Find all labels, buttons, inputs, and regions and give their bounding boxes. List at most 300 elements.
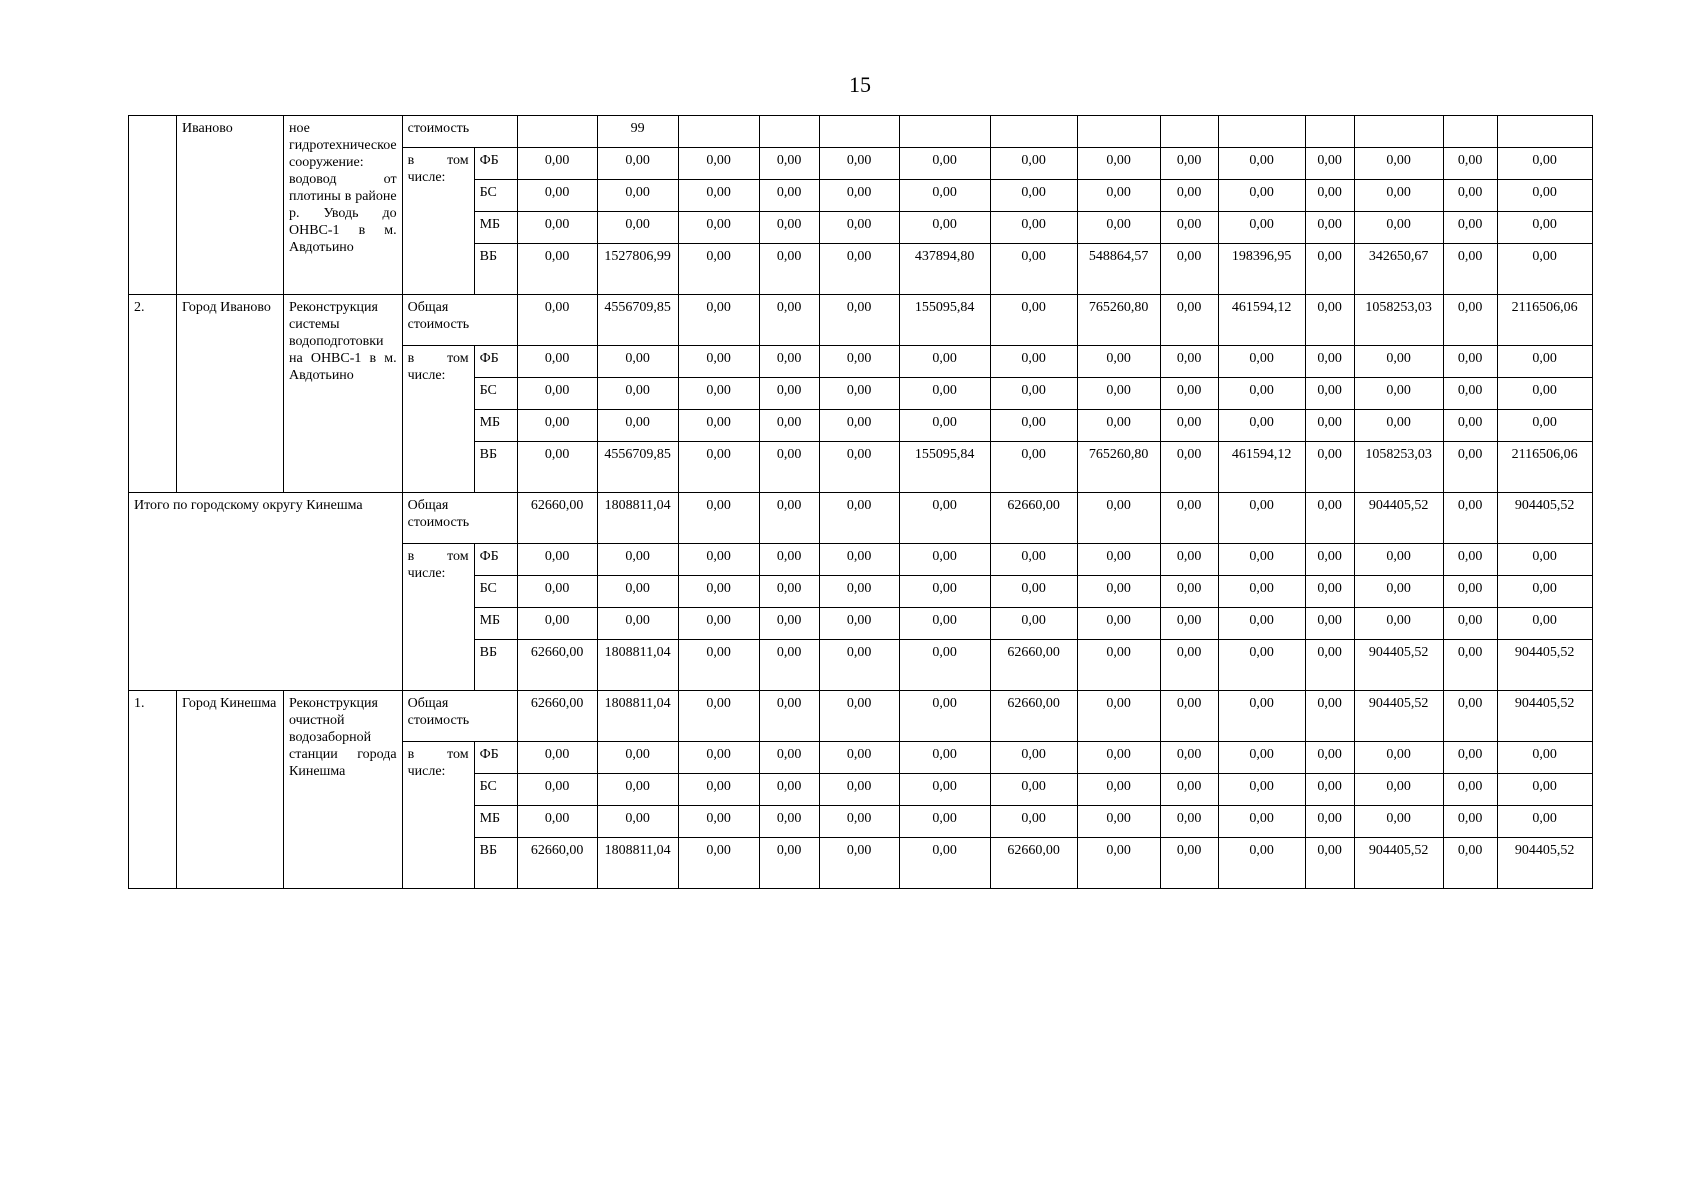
value-cell (1077, 116, 1160, 148)
value-cell: 62660,00 (517, 640, 597, 691)
value-cell: 0,00 (1160, 378, 1218, 410)
value-cell: 0,00 (899, 410, 990, 442)
in-that-number-text: в том числе: (407, 549, 469, 581)
mb-label: МБ (474, 608, 517, 640)
value-cell: 0,00 (1497, 806, 1592, 838)
value-cell: 0,00 (819, 148, 899, 180)
value-cell: 904405,52 (1354, 838, 1443, 889)
value-cell: 0,00 (1443, 493, 1497, 544)
in-that-number-label (402, 742, 474, 889)
value-cell: 0,00 (759, 806, 819, 838)
value-cell: 0,00 (678, 346, 759, 378)
value-cell: 0,00 (678, 576, 759, 608)
value-cell: 0,00 (678, 806, 759, 838)
item-index: 2. (129, 295, 177, 493)
value-cell: 0,00 (678, 295, 759, 346)
table-row (129, 295, 1593, 346)
value-cell: 0,00 (1160, 608, 1218, 640)
value-cell: 0,00 (1354, 576, 1443, 608)
value-cell (678, 116, 759, 148)
value-cell: 0,00 (1497, 576, 1592, 608)
value-cell: 0,00 (678, 608, 759, 640)
value-cell: 0,00 (1077, 608, 1160, 640)
value-cell: 0,00 (1443, 346, 1497, 378)
value-cell: 0,00 (1305, 212, 1354, 244)
value-cell: 0,00 (819, 212, 899, 244)
value-cell: 0,00 (899, 180, 990, 212)
value-cell: 0,00 (899, 148, 990, 180)
value-cell: 0,00 (1160, 774, 1218, 806)
value-cell: 0,00 (517, 180, 597, 212)
value-cell: 904405,52 (1497, 640, 1592, 691)
value-cell: 0,00 (819, 691, 899, 742)
value-cell: 0,00 (1160, 493, 1218, 544)
vb-label: ВБ (474, 838, 517, 889)
value-cell: 0,00 (1305, 774, 1354, 806)
value-cell (1160, 116, 1218, 148)
value-cell: 0,00 (1218, 742, 1305, 774)
value-cell: 0,00 (1305, 806, 1354, 838)
value-cell: 0,00 (759, 180, 819, 212)
value-cell: 0,00 (759, 212, 819, 244)
value-cell: 0,00 (759, 442, 819, 493)
value-cell: 0,00 (990, 148, 1077, 180)
value-cell: 0,00 (597, 544, 678, 576)
value-cell: 0,00 (1305, 442, 1354, 493)
value-cell: 0,00 (1443, 608, 1497, 640)
value-cell: 0,00 (517, 346, 597, 378)
value-cell: 0,00 (1305, 544, 1354, 576)
value-cell: 0,00 (597, 180, 678, 212)
value-cell: 0,00 (990, 742, 1077, 774)
value-cell: 0,00 (990, 576, 1077, 608)
value-cell: 0,00 (819, 544, 899, 576)
value-cell: 0,00 (1443, 544, 1497, 576)
value-cell: 0,00 (759, 346, 819, 378)
value-cell: 0,00 (1443, 806, 1497, 838)
value-cell: 0,00 (1160, 544, 1218, 576)
value-cell: 904405,52 (1497, 493, 1592, 544)
value-cell: 0,00 (899, 346, 990, 378)
value-cell: 0,00 (517, 742, 597, 774)
value-cell: 4556709,85 (597, 442, 678, 493)
value-cell: 0,00 (759, 774, 819, 806)
value-cell: 0,00 (678, 742, 759, 774)
object-name: Реконструкция системы водоподготовки на ОНВС-1 в м. Авдотьино (284, 295, 403, 493)
value-cell: 1808811,04 (597, 838, 678, 889)
value-cell: 0,00 (819, 774, 899, 806)
value-cell: 0,00 (990, 378, 1077, 410)
value-cell: 0,00 (819, 410, 899, 442)
value-cell: 342650,67 (1354, 244, 1443, 295)
value-cell: 0,00 (1354, 774, 1443, 806)
value-cell: 0,00 (1160, 838, 1218, 889)
object-name: ное гидротехническое сооружение: водовод от плотины в районе р. Уводь до ОНВС-1 в м. Авдотьино (284, 116, 403, 295)
value-cell: 0,00 (1305, 838, 1354, 889)
page-number: 15 (849, 72, 871, 97)
value-cell: 62660,00 (990, 493, 1077, 544)
value-cell: 0,00 (1077, 544, 1160, 576)
value-cell: 0,00 (517, 212, 597, 244)
value-cell: 0,00 (990, 544, 1077, 576)
value-cell: 0,00 (597, 576, 678, 608)
value-cell: 0,00 (1443, 244, 1497, 295)
value-cell: 0,00 (517, 378, 597, 410)
object-name: Реконструкция очистной водозаборной станции города Кинешма (284, 691, 403, 889)
vb-label: ВБ (474, 640, 517, 691)
value-cell: 0,00 (1443, 774, 1497, 806)
value-cell: 0,00 (1354, 608, 1443, 640)
total-cost-label: стоимость (402, 116, 517, 148)
value-cell: 0,00 (819, 640, 899, 691)
value-cell: 0,00 (517, 442, 597, 493)
value-cell: 0,00 (1218, 576, 1305, 608)
value-cell: 0,00 (678, 148, 759, 180)
fb-label: ФБ (474, 742, 517, 774)
value-cell: 904405,52 (1497, 838, 1592, 889)
table-row (129, 116, 1593, 148)
value-cell: 0,00 (1077, 576, 1160, 608)
value-cell: 1058253,03 (1354, 442, 1443, 493)
value-cell: 0,00 (1218, 806, 1305, 838)
value-cell: 155095,84 (899, 295, 990, 346)
value-cell: 0,00 (899, 576, 990, 608)
value-cell: 1527806,99 (597, 244, 678, 295)
value-cell: 0,00 (597, 774, 678, 806)
value-cell: 0,00 (678, 180, 759, 212)
mb-label: МБ (474, 212, 517, 244)
value-cell (990, 116, 1077, 148)
value-cell: 0,00 (1077, 742, 1160, 774)
value-cell: 0,00 (1497, 180, 1592, 212)
value-cell (759, 116, 819, 148)
value-cell: 0,00 (819, 244, 899, 295)
value-cell: 0,00 (1160, 442, 1218, 493)
value-cell: 0,00 (1077, 346, 1160, 378)
value-cell: 0,00 (597, 346, 678, 378)
value-cell: 1808811,04 (597, 640, 678, 691)
value-cell: 904405,52 (1497, 691, 1592, 742)
value-cell: 0,00 (819, 346, 899, 378)
total-cost-label: Общая стоимость (402, 493, 517, 544)
value-cell: 0,00 (1305, 180, 1354, 212)
value-cell: 0,00 (899, 378, 990, 410)
value-cell: 0,00 (759, 608, 819, 640)
value-cell: 548864,57 (1077, 244, 1160, 295)
value-cell: 0,00 (517, 806, 597, 838)
value-cell: 765260,80 (1077, 442, 1160, 493)
total-cost-label: Общая стоимость (402, 295, 517, 346)
value-cell: 0,00 (899, 806, 990, 838)
value-cell: 0,00 (1305, 742, 1354, 774)
value-cell: 0,00 (597, 742, 678, 774)
summary-title: Итого по городскому округу Кинешма (129, 493, 403, 691)
value-cell: 461594,12 (1218, 295, 1305, 346)
value-cell: 0,00 (990, 442, 1077, 493)
value-cell: 0,00 (819, 576, 899, 608)
value-cell: 0,00 (899, 493, 990, 544)
value-cell: 0,00 (1218, 608, 1305, 640)
bs-label: БС (474, 576, 517, 608)
value-cell: 0,00 (597, 212, 678, 244)
value-cell: 0,00 (759, 742, 819, 774)
value-cell: 0,00 (990, 806, 1077, 838)
value-cell: 0,00 (1218, 691, 1305, 742)
value-cell: 0,00 (1354, 742, 1443, 774)
value-cell: 0,00 (1077, 838, 1160, 889)
value-cell: 0,00 (1443, 838, 1497, 889)
value-cell: 0,00 (1497, 410, 1592, 442)
value-cell: 0,00 (759, 838, 819, 889)
value-cell: 0,00 (1218, 148, 1305, 180)
value-cell: 0,00 (1443, 442, 1497, 493)
fb-label: ФБ (474, 544, 517, 576)
value-cell: 0,00 (899, 838, 990, 889)
value-cell: 0,00 (597, 410, 678, 442)
value-cell: 0,00 (517, 608, 597, 640)
value-cell: 0,00 (1443, 742, 1497, 774)
value-cell: 0,00 (1077, 640, 1160, 691)
municipality-name: Город Иваново (177, 295, 284, 493)
value-cell: 0,00 (1443, 295, 1497, 346)
value-cell (1443, 116, 1497, 148)
value-cell: 0,00 (517, 295, 597, 346)
value-cell: 4556709,85 (597, 295, 678, 346)
value-cell: 62660,00 (517, 691, 597, 742)
bs-label: БС (474, 774, 517, 806)
value-cell: 0,00 (1354, 806, 1443, 838)
value-cell: 2116506,06 (1497, 442, 1592, 493)
value-cell (1305, 116, 1354, 148)
value-cell: 0,00 (899, 640, 990, 691)
in-that-number-text: в том числе: (407, 747, 469, 779)
value-cell: 62660,00 (990, 640, 1077, 691)
value-cell: 0,00 (1077, 806, 1160, 838)
value-cell: 0,00 (1218, 774, 1305, 806)
value-cell: 0,00 (678, 244, 759, 295)
value-cell: 0,00 (759, 640, 819, 691)
value-cell (1497, 116, 1592, 148)
value-cell: 0,00 (1160, 180, 1218, 212)
fb-label: ФБ (474, 148, 517, 180)
value-cell: 0,00 (517, 148, 597, 180)
item-index (129, 116, 177, 295)
value-cell: 0,00 (899, 544, 990, 576)
vb-label: ВБ (474, 442, 517, 493)
table-row (129, 691, 1593, 742)
value-cell: 0,00 (678, 838, 759, 889)
value-cell (1218, 116, 1305, 148)
value-cell: 0,00 (517, 410, 597, 442)
value-cell: 0,00 (1305, 691, 1354, 742)
value-cell: 904405,52 (1354, 640, 1443, 691)
value-cell: 0,00 (1354, 346, 1443, 378)
value-cell: 0,00 (990, 774, 1077, 806)
value-cell: 0,00 (759, 410, 819, 442)
value-cell: 0,00 (1354, 212, 1443, 244)
value-cell: 0,00 (1160, 295, 1218, 346)
value-cell: 0,00 (1160, 691, 1218, 742)
value-cell: 62660,00 (990, 691, 1077, 742)
value-cell: 0,00 (1497, 742, 1592, 774)
value-cell: 0,00 (990, 295, 1077, 346)
value-cell (517, 116, 597, 148)
value-cell: 0,00 (1218, 378, 1305, 410)
in-that-number-text: в том числе: (407, 351, 469, 383)
value-cell: 0,00 (990, 346, 1077, 378)
value-cell: 0,00 (1077, 212, 1160, 244)
value-cell: 0,00 (899, 774, 990, 806)
value-cell: 0,00 (678, 212, 759, 244)
value-cell: 0,00 (899, 742, 990, 774)
value-cell: 0,00 (1354, 544, 1443, 576)
value-cell: 1808811,04 (597, 691, 678, 742)
value-cell: 0,00 (819, 378, 899, 410)
value-cell: 0,00 (1497, 212, 1592, 244)
value-cell: 0,00 (1305, 608, 1354, 640)
value-cell (899, 116, 990, 148)
value-cell: 0,00 (1354, 410, 1443, 442)
value-cell: 904405,52 (1354, 691, 1443, 742)
value-cell: 0,00 (819, 806, 899, 838)
value-cell: 0,00 (678, 378, 759, 410)
value-cell: 0,00 (1160, 212, 1218, 244)
value-cell (1354, 116, 1443, 148)
value-cell: 0,00 (1218, 212, 1305, 244)
value-cell: 0,00 (1443, 410, 1497, 442)
value-cell: 0,00 (1443, 148, 1497, 180)
value-cell: 0,00 (678, 442, 759, 493)
value-cell: 2116506,06 (1497, 295, 1592, 346)
value-cell: 0,00 (990, 244, 1077, 295)
value-cell: 0,00 (1305, 576, 1354, 608)
in-that-number-label (402, 148, 474, 295)
item-index: 1. (129, 691, 177, 889)
value-cell: 0,00 (1077, 378, 1160, 410)
value-cell: 0,00 (1443, 180, 1497, 212)
value-cell: 0,00 (1218, 544, 1305, 576)
bs-label: БС (474, 378, 517, 410)
value-cell: 0,00 (1077, 774, 1160, 806)
value-cell: 0,00 (1305, 148, 1354, 180)
value-cell: 0,00 (1160, 346, 1218, 378)
value-cell: 0,00 (1218, 180, 1305, 212)
value-cell: 0,00 (1218, 640, 1305, 691)
value-cell: 0,00 (1218, 410, 1305, 442)
value-cell: 0,00 (1305, 378, 1354, 410)
value-cell: 0,00 (759, 295, 819, 346)
table-row (129, 493, 1593, 544)
value-cell: 0,00 (1354, 180, 1443, 212)
value-cell: 437894,80 (899, 244, 990, 295)
value-cell: 155095,84 (899, 442, 990, 493)
value-cell: 0,00 (1497, 544, 1592, 576)
value-cell: 0,00 (759, 544, 819, 576)
value-cell: 0,00 (1497, 378, 1592, 410)
value-cell: 0,00 (1077, 410, 1160, 442)
in-that-number-text: в том числе: (407, 153, 469, 185)
value-cell: 0,00 (1305, 410, 1354, 442)
value-cell: 0,00 (819, 180, 899, 212)
value-cell: 0,00 (1218, 493, 1305, 544)
value-cell (819, 116, 899, 148)
value-cell: 62660,00 (517, 493, 597, 544)
value-cell: 0,00 (1305, 640, 1354, 691)
total-cost-label: Общая стоимость (402, 691, 517, 742)
value-cell: 0,00 (819, 838, 899, 889)
value-cell: 0,00 (899, 691, 990, 742)
value-cell: 99 (597, 116, 678, 148)
value-cell: 0,00 (819, 442, 899, 493)
mb-label: МБ (474, 806, 517, 838)
value-cell: 0,00 (678, 544, 759, 576)
municipality-name: Иваново (177, 116, 284, 295)
value-cell: 0,00 (990, 608, 1077, 640)
value-cell: 0,00 (759, 691, 819, 742)
value-cell: 0,00 (1305, 244, 1354, 295)
value-cell: 0,00 (759, 493, 819, 544)
value-cell: 0,00 (1077, 148, 1160, 180)
value-cell: 62660,00 (990, 838, 1077, 889)
value-cell: 0,00 (1218, 838, 1305, 889)
value-cell: 0,00 (597, 378, 678, 410)
value-cell: 0,00 (1077, 493, 1160, 544)
value-cell: 0,00 (819, 493, 899, 544)
bs-label: БС (474, 180, 517, 212)
value-cell: 0,00 (678, 493, 759, 544)
value-cell: 0,00 (597, 806, 678, 838)
value-cell: 0,00 (1497, 148, 1592, 180)
value-cell: 0,00 (819, 742, 899, 774)
value-cell: 0,00 (1497, 244, 1592, 295)
vb-label: ВБ (474, 244, 517, 295)
value-cell: 0,00 (678, 640, 759, 691)
in-that-number-label (402, 544, 474, 691)
value-cell: 0,00 (819, 608, 899, 640)
value-cell: 0,00 (759, 148, 819, 180)
value-cell: 0,00 (1305, 493, 1354, 544)
value-cell: 0,00 (1218, 346, 1305, 378)
value-cell: 0,00 (990, 410, 1077, 442)
value-cell: 198396,95 (1218, 244, 1305, 295)
value-cell: 0,00 (1443, 212, 1497, 244)
value-cell: 0,00 (1160, 410, 1218, 442)
in-that-number-label (402, 346, 474, 493)
value-cell: 0,00 (517, 774, 597, 806)
value-cell: 765260,80 (1077, 295, 1160, 346)
value-cell: 0,00 (1443, 378, 1497, 410)
value-cell: 0,00 (1160, 742, 1218, 774)
value-cell: 0,00 (1497, 608, 1592, 640)
value-cell: 0,00 (678, 691, 759, 742)
value-cell: 0,00 (759, 378, 819, 410)
value-cell: 0,00 (1354, 148, 1443, 180)
value-cell: 0,00 (899, 608, 990, 640)
value-cell: 461594,12 (1218, 442, 1305, 493)
value-cell: 0,00 (759, 576, 819, 608)
value-cell: 0,00 (517, 244, 597, 295)
value-cell: 0,00 (1443, 576, 1497, 608)
value-cell: 0,00 (1160, 244, 1218, 295)
budget-table (128, 115, 1593, 889)
value-cell: 0,00 (1077, 180, 1160, 212)
value-cell: 0,00 (1497, 774, 1592, 806)
value-cell: 0,00 (819, 295, 899, 346)
value-cell: 0,00 (1305, 295, 1354, 346)
value-cell: 0,00 (1160, 806, 1218, 838)
value-cell: 62660,00 (517, 838, 597, 889)
value-cell: 0,00 (899, 212, 990, 244)
